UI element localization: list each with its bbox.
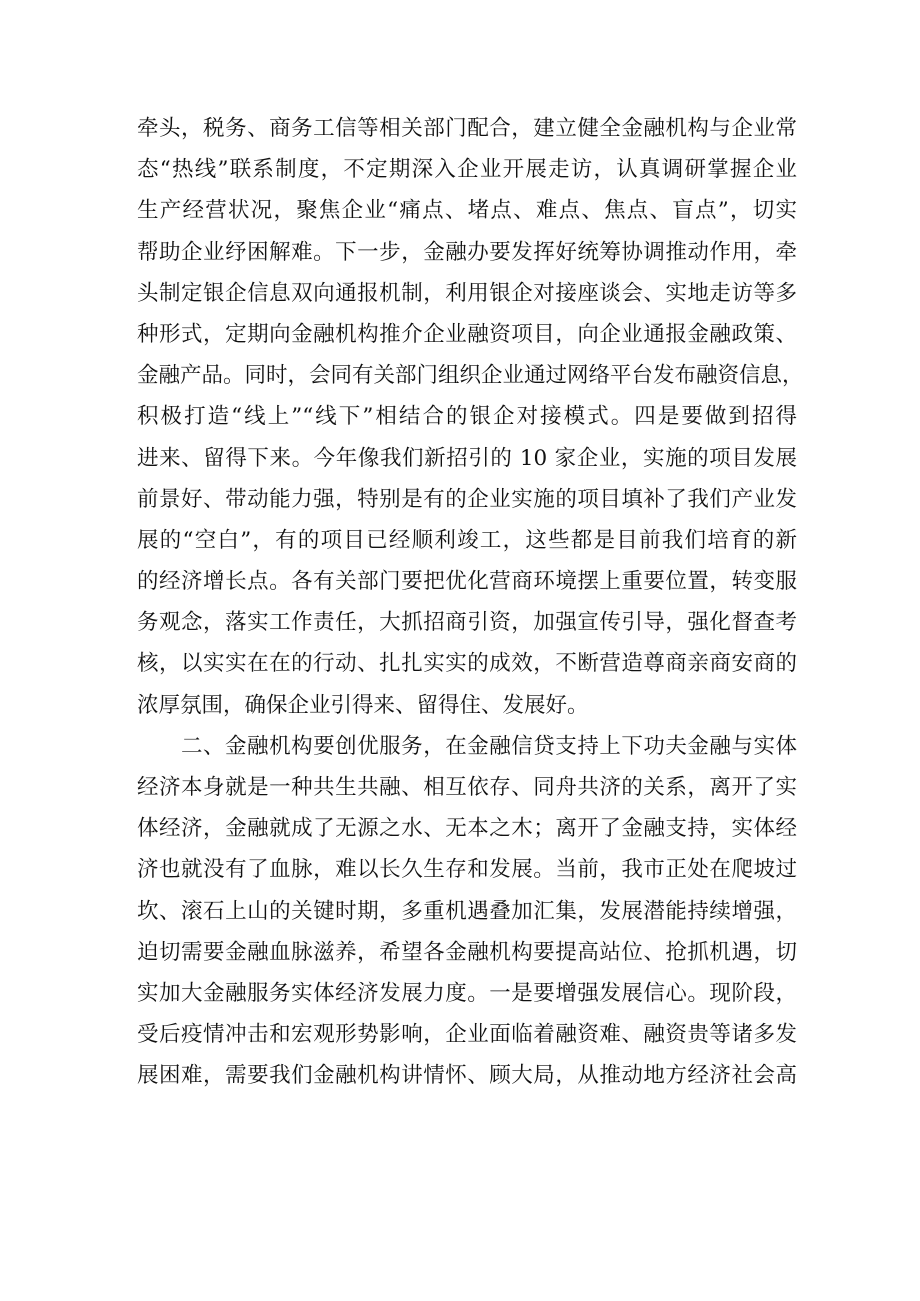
text-line: 体经济，金融就成了无源之水、无本之木；离开了金融支持，实体经 <box>137 816 797 842</box>
text-line: 迫切需要金融血脉滋养，希望各金融机构要提高站位、抢抓机遇，切 <box>137 939 797 965</box>
text-line: 受后疫情冲击和宏观形势影响，企业面临着融资难、融资贵等诸多发 <box>137 1022 797 1048</box>
text-line: 济也就没有了血脉，难以长久生存和发展。当前，我市正处在爬坡过 <box>137 857 797 883</box>
text-line: 生产经营状况，聚焦企业“痛点、堵点、难点、焦点、盲点”，切实 <box>137 198 797 224</box>
text-line: 展的“空白”，有的项目已经顺利竣工，这些都是目前我们培育的新 <box>137 527 797 553</box>
text-line: 前景好、带动能力强，特别是有的企业实施的项目填补了我们产业发 <box>137 486 797 512</box>
document-body <box>137 108 804 1097</box>
text-line: 积极打造“线上”“线下”相结合的银企对接模式。四是要做到招得 <box>137 404 797 430</box>
text-line: 实加大金融服务实体经济发展力度。一是要增强发展信心。现阶段， <box>137 980 797 1006</box>
text-line: 务观念，落实工作责任，大抓招商引资，加强宣传引导，强化督查考 <box>137 610 797 636</box>
text-line: 进来、留得下来。今年像我们新招引的 10 家企业，实施的项目发展 <box>137 445 797 471</box>
section-heading-line: 二、金融机构要创优服务，在金融信贷支持上下功夫金融与实体 <box>181 733 797 759</box>
text-line: 牵头，税务、商务工信等相关部门配合，建立健全金融机构与企业常 <box>137 116 797 141</box>
paragraph-end-line: 浓厚氛围，确保企业引得来、留得住、发展好。 <box>137 692 589 718</box>
text-line: 核，以实实在在的行动、扎扎实实的成效，不断营造尊商亲商安商的 <box>137 651 797 677</box>
text-line: 展困难，需要我们金融机构讲情怀、顾大局，从推动地方经济社会高 <box>137 1063 797 1089</box>
text-line: 坎、滚石上山的关键时期，多重机遇叠加汇集，发展潜能持续增强， <box>137 898 797 924</box>
text-line: 经济本身就是一种共生共融、相互依存、同舟共济的关系，离开了实 <box>137 775 797 800</box>
text-line: 的经济增长点。各有关部门要把优化营商环境摆上重要位置，转变服 <box>137 569 797 595</box>
text-line: 帮助企业纾困解难。下一步，金融办要发挥好统筹协调推动作用，牵 <box>137 239 797 265</box>
text-line: 种形式，定期向金融机构推介企业融资项目，向企业通报金融政策、 <box>137 321 797 347</box>
text-line: 金融产品。同时，会同有关部门组织企业通过网络平台发布融资信息， <box>137 363 804 389</box>
text-line: 态“热线”联系制度，不定期深入企业开展走访，认真调研掌握企业 <box>137 157 797 183</box>
text-line: 头制定银企信息双向通报机制，利用银企对接座谈会、实地走访等多 <box>137 280 797 306</box>
